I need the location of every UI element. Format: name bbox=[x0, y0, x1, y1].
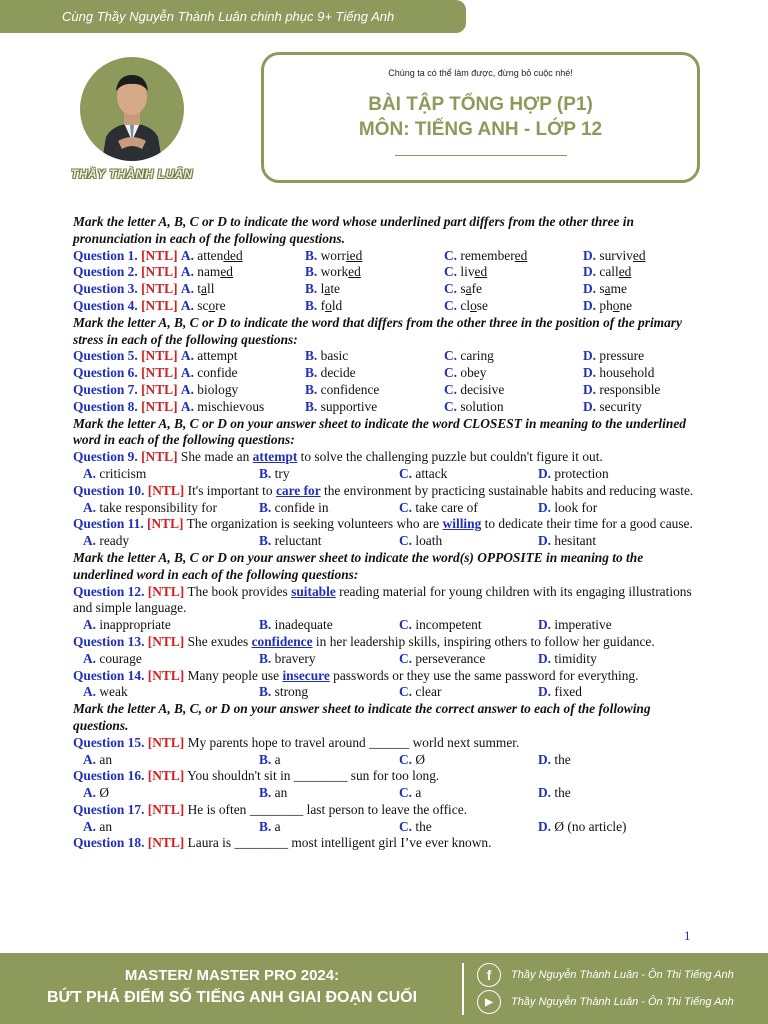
youtube-link[interactable] bbox=[477, 990, 734, 1014]
highlighted-word: attempt bbox=[252, 449, 298, 465]
question-15-options bbox=[73, 752, 703, 769]
question-12-options bbox=[73, 617, 703, 634]
option-b: worked bbox=[320, 264, 361, 280]
option-a: confide bbox=[197, 365, 238, 381]
footer-divider bbox=[462, 963, 464, 1015]
option-c: decisive bbox=[460, 381, 505, 397]
option-letter: D. bbox=[538, 818, 552, 834]
option-d: phone bbox=[599, 297, 633, 313]
option-letter: C. bbox=[399, 617, 413, 633]
option-letter: D. bbox=[538, 785, 552, 801]
question-number: Question 12. bbox=[73, 583, 145, 599]
question-number: Question 18. bbox=[73, 835, 145, 851]
option-c: remembered bbox=[460, 247, 528, 263]
option-letter: B. bbox=[259, 650, 272, 666]
option-letter: C. bbox=[399, 785, 413, 801]
option-letter: A. bbox=[83, 533, 97, 549]
option-b: inadequate bbox=[274, 617, 333, 633]
section-instruction-pronunciation: Mark the letter A, B, C or D to indicate the word whose underlined part differs from the other three in pronunciation in each of the following questions. bbox=[73, 214, 634, 246]
question-10-options bbox=[73, 500, 703, 517]
option-a: criticism bbox=[99, 465, 147, 481]
footer-banner bbox=[0, 953, 768, 1024]
question-number: Question 16. bbox=[73, 768, 145, 784]
section-instruction-correct: Mark the letter A, B, C, or D on your answer sheet to indicate the correct answer to each of the following questions. bbox=[73, 701, 651, 733]
footer-line-2: BỨT PHÁ ĐIỂM SỐ TIẾNG ANH GIAI ĐOẠN CUỐI bbox=[46, 989, 418, 1006]
facebook-icon: f bbox=[477, 963, 501, 987]
highlighted-word: care for bbox=[275, 482, 321, 498]
option-a: weak bbox=[99, 684, 128, 700]
title-divider bbox=[395, 155, 567, 156]
option-d: pressure bbox=[599, 348, 645, 364]
option-letter: A. bbox=[180, 348, 194, 364]
question-16-stem: Question 16. [NTL] You shouldn't sit in ________ sun for too long. bbox=[73, 768, 440, 784]
teacher-portrait-image bbox=[80, 57, 184, 161]
option-letter: D. bbox=[538, 684, 552, 700]
highlighted-word: insecure bbox=[282, 667, 330, 683]
option-letter: C. bbox=[399, 465, 413, 481]
section-instruction-stress: Mark the letter A, B, C or D to indicate the word that differs from the other three in the position of the primary stress in each of the following questions: bbox=[73, 314, 682, 347]
question-17-stem: Question 17. [NTL] He is often ________ last person to leave the office. bbox=[73, 801, 468, 817]
question-number: Question 13. bbox=[73, 633, 145, 649]
option-letter: C. bbox=[399, 533, 413, 549]
option-letter: A. bbox=[83, 499, 97, 515]
ntl-tag: [NTL] bbox=[141, 449, 178, 465]
option-d: Ø (no article) bbox=[554, 818, 627, 834]
option-a: an bbox=[99, 751, 113, 767]
option-letter: B. bbox=[305, 247, 318, 263]
option-d: same bbox=[599, 281, 627, 297]
question-row-1 bbox=[73, 248, 703, 265]
option-c: take care of bbox=[415, 499, 478, 515]
option-letter: B. bbox=[259, 533, 272, 549]
option-d: responsible bbox=[599, 381, 661, 397]
option-b: an bbox=[274, 785, 288, 801]
option-a: tall bbox=[197, 281, 215, 297]
question-14-stem: Question 14. [NTL] Many people use insecure passwords or they use the same password for everything. bbox=[73, 667, 639, 683]
question-15-stem: Question 15. [NTL] My parents hope to travel around ______ world next summer. bbox=[73, 734, 520, 750]
option-a: ready bbox=[99, 533, 130, 549]
option-letter: B. bbox=[259, 818, 272, 834]
option-b: strong bbox=[274, 684, 309, 700]
option-letter: B. bbox=[305, 281, 318, 297]
option-letter: D. bbox=[538, 751, 552, 767]
option-c: Ø bbox=[415, 751, 426, 767]
ntl-tag: [NTL] bbox=[147, 516, 184, 532]
option-d: fixed bbox=[554, 684, 582, 700]
question-number: Question 1. bbox=[73, 247, 138, 263]
option-d: security bbox=[599, 398, 642, 414]
option-letter: A. bbox=[180, 297, 194, 313]
ntl-tag: [NTL] bbox=[147, 667, 185, 683]
option-c: loath bbox=[415, 533, 443, 549]
ntl-tag: [NTL] bbox=[141, 365, 178, 381]
option-a: named bbox=[197, 264, 233, 280]
option-a: score bbox=[197, 297, 226, 313]
option-letter: A. bbox=[180, 398, 194, 414]
option-letter: C. bbox=[444, 281, 458, 297]
option-d: the bbox=[554, 751, 571, 767]
question-18-stem: Question 18. [NTL] Laura is ________ most intelligent girl I’ve ever known. bbox=[73, 835, 492, 851]
option-letter: D. bbox=[538, 499, 552, 515]
option-b: try bbox=[274, 465, 290, 481]
option-b: worried bbox=[320, 247, 363, 263]
option-c: incompetent bbox=[415, 617, 482, 633]
option-letter: D. bbox=[583, 398, 597, 414]
highlighted-word: confidence bbox=[251, 633, 313, 649]
option-a: an bbox=[99, 818, 113, 834]
option-c: caring bbox=[460, 348, 494, 364]
ntl-tag: [NTL] bbox=[147, 734, 185, 750]
youtube-label: Thầy Nguyễn Thành Luân - Ôn Thi Tiếng Anh bbox=[511, 996, 734, 1008]
option-letter: B. bbox=[259, 465, 272, 481]
option-letter: C. bbox=[444, 297, 458, 313]
option-letter: A. bbox=[83, 818, 97, 834]
question-number: Question 17. bbox=[73, 801, 145, 817]
facebook-label: Thầy Nguyễn Thành Luân - Ôn Thi Tiếng Anh bbox=[511, 969, 734, 981]
ntl-tag: [NTL] bbox=[141, 348, 178, 364]
option-letter: A. bbox=[180, 247, 194, 263]
ntl-tag: [NTL] bbox=[141, 264, 178, 280]
option-a: mischievous bbox=[197, 398, 265, 414]
question-14-options bbox=[73, 684, 703, 701]
question-number: Question 5. bbox=[73, 348, 138, 364]
option-c: perseverance bbox=[415, 650, 486, 666]
option-letter: C. bbox=[399, 684, 413, 700]
ntl-tag: [NTL] bbox=[141, 281, 178, 297]
question-11-options bbox=[73, 533, 703, 550]
option-d: called bbox=[599, 264, 632, 280]
question-number: Question 10. bbox=[73, 482, 145, 498]
option-letter: C. bbox=[399, 751, 413, 767]
question-10-stem: Question 10. [NTL] It's important to care for the environment by practicing sustainable habits and reducing waste. bbox=[73, 482, 694, 498]
option-letter: B. bbox=[305, 365, 318, 381]
question-number: Question 11. bbox=[73, 516, 144, 532]
option-d: the bbox=[554, 785, 571, 801]
option-b: confidence bbox=[320, 381, 380, 397]
option-letter: A. bbox=[83, 751, 97, 767]
option-letter: A. bbox=[83, 617, 97, 633]
option-letter: C. bbox=[444, 348, 458, 364]
option-d: survived bbox=[599, 247, 646, 263]
option-letter: D. bbox=[583, 281, 597, 297]
question-number: Question 2. bbox=[73, 264, 138, 280]
option-c: obey bbox=[460, 365, 487, 381]
question-number: Question 8. bbox=[73, 398, 138, 414]
question-row-2 bbox=[73, 264, 703, 281]
question-number: Question 9. bbox=[73, 449, 138, 465]
option-letter: A. bbox=[83, 465, 97, 481]
option-letter: B. bbox=[259, 751, 272, 767]
option-letter: C. bbox=[399, 499, 413, 515]
question-16-options bbox=[73, 785, 703, 802]
option-b: a bbox=[274, 751, 281, 767]
section-instruction-closest: Mark the letter A, B, C or D on your answer sheet to indicate the word CLOSEST in meaning to the underlined word in each of the following questions: bbox=[73, 415, 686, 448]
option-c: safe bbox=[460, 281, 482, 297]
option-letter: A. bbox=[83, 650, 97, 666]
option-letter: D. bbox=[583, 365, 597, 381]
option-letter: C. bbox=[444, 398, 458, 414]
option-letter: C. bbox=[399, 650, 413, 666]
option-b: bravery bbox=[274, 650, 316, 666]
option-c: a bbox=[415, 785, 422, 801]
option-letter: A. bbox=[83, 785, 97, 801]
option-b: decide bbox=[320, 365, 356, 381]
option-letter: B. bbox=[305, 348, 318, 364]
option-letter: B. bbox=[305, 381, 318, 397]
ntl-tag: [NTL] bbox=[141, 381, 178, 397]
option-letter: C. bbox=[444, 381, 458, 397]
ntl-tag: [NTL] bbox=[147, 633, 185, 649]
option-letter: D. bbox=[538, 617, 552, 633]
worksheet-title: BÀI TẬP TỔNG HỢP (P1) bbox=[368, 94, 593, 115]
question-13-options bbox=[73, 651, 703, 668]
option-a: inappropriate bbox=[99, 617, 171, 633]
highlighted-word: suitable bbox=[291, 583, 336, 599]
question-row-6 bbox=[73, 365, 703, 382]
option-letter: B. bbox=[259, 617, 272, 633]
option-a: attended bbox=[197, 247, 243, 263]
youtube-icon: ▶ bbox=[477, 990, 501, 1014]
teacher-name-label: THẦY THÀNH LUÂN bbox=[71, 167, 193, 181]
option-b: reluctant bbox=[274, 533, 322, 549]
option-c: the bbox=[415, 818, 432, 834]
ntl-tag: [NTL] bbox=[147, 583, 185, 599]
option-letter: D. bbox=[583, 297, 597, 313]
option-b: confide in bbox=[274, 499, 329, 515]
option-b: basic bbox=[320, 348, 349, 364]
ntl-tag: [NTL] bbox=[141, 398, 178, 414]
question-row-8 bbox=[73, 399, 703, 416]
subject-title: MÔN: TIẾNG ANH - LỚP 12 bbox=[358, 119, 603, 140]
option-letter: C. bbox=[444, 365, 458, 381]
option-letter: D. bbox=[583, 348, 597, 364]
option-letter: B. bbox=[259, 785, 272, 801]
highlighted-word: willing bbox=[442, 516, 482, 532]
question-row-3 bbox=[73, 281, 703, 298]
option-letter: D. bbox=[538, 465, 552, 481]
option-a: attempt bbox=[197, 348, 238, 364]
question-17-options bbox=[73, 819, 703, 836]
option-letter: B. bbox=[259, 499, 272, 515]
teacher-avatar bbox=[80, 57, 184, 161]
option-letter: A. bbox=[180, 264, 194, 280]
option-letter: A. bbox=[180, 381, 194, 397]
motto-text: Chúng ta có thể làm được, đừng bỏ cuộc nhé! bbox=[388, 68, 573, 78]
page-number: 1 bbox=[684, 928, 691, 943]
question-number: Question 15. bbox=[73, 734, 145, 750]
option-a: Ø bbox=[99, 785, 110, 801]
option-letter: D. bbox=[583, 247, 597, 263]
question-12-stem: Question 12. [NTL] The book provides suitable reading material for young children with its engaging illustrations and simple language. bbox=[73, 583, 692, 616]
option-letter: C. bbox=[399, 818, 413, 834]
question-number: Question 4. bbox=[73, 297, 138, 313]
option-d: imperative bbox=[554, 617, 612, 633]
question-number: Question 7. bbox=[73, 381, 138, 397]
option-d: protection bbox=[554, 465, 609, 481]
option-d: household bbox=[599, 365, 655, 381]
option-letter: B. bbox=[305, 264, 318, 280]
option-b: supportive bbox=[320, 398, 378, 414]
option-letter: C. bbox=[444, 264, 458, 280]
option-letter: C. bbox=[444, 247, 458, 263]
question-13-stem: Question 13. [NTL] She exudes confidence in her leadership skills, inspiring others to follow her guidance. bbox=[73, 633, 655, 649]
option-c: solution bbox=[460, 398, 504, 414]
option-letter: D. bbox=[583, 264, 597, 280]
option-b: fold bbox=[320, 297, 343, 313]
question-row-7 bbox=[73, 382, 703, 399]
ntl-tag: [NTL] bbox=[147, 835, 185, 851]
option-c: clear bbox=[415, 684, 442, 700]
option-letter: D. bbox=[538, 533, 552, 549]
option-b: late bbox=[320, 281, 340, 297]
question-11-stem: Question 11. [NTL] The organization is seeking volunteers who are willing to dedicate their time for a good cause. bbox=[73, 516, 693, 532]
ntl-tag: [NTL] bbox=[141, 247, 178, 263]
option-letter: B. bbox=[305, 398, 318, 414]
option-d: look for bbox=[554, 499, 598, 515]
question-row-4 bbox=[73, 298, 703, 315]
question-number: Question 6. bbox=[73, 365, 138, 381]
option-d: timidity bbox=[554, 650, 597, 666]
option-letter: D. bbox=[583, 381, 597, 397]
question-number: Question 14. bbox=[73, 667, 145, 683]
option-a: biology bbox=[197, 381, 239, 397]
ntl-tag: [NTL] bbox=[147, 482, 185, 498]
option-b: a bbox=[274, 818, 281, 834]
ntl-tag: [NTL] bbox=[147, 801, 185, 817]
ntl-tag: [NTL] bbox=[147, 768, 185, 784]
question-number: Question 3. bbox=[73, 281, 138, 297]
top-banner: Cùng Thầy Nguyễn Thành Luân chinh phục 9+ Tiếng Anh bbox=[0, 0, 466, 33]
option-letter: A. bbox=[180, 281, 194, 297]
question-9-stem: Question 9. [NTL] She made an attempt to solve the challenging puzzle but couldn't figure it out. bbox=[73, 449, 603, 465]
option-letter: A. bbox=[83, 684, 97, 700]
section-instruction-opposite: Mark the letter A, B, C or D on your answer sheet to indicate the word(s) OPPOSITE in meaning to the underlined word in each of the following questions: bbox=[73, 549, 644, 582]
option-letter: B. bbox=[305, 297, 318, 313]
option-c: lived bbox=[460, 264, 488, 280]
option-letter: A. bbox=[180, 365, 194, 381]
footer-course-title bbox=[12, 966, 452, 1010]
option-a: courage bbox=[99, 650, 142, 666]
question-row-5 bbox=[73, 348, 703, 365]
option-c: close bbox=[460, 297, 488, 313]
question-9-options bbox=[73, 466, 703, 483]
option-letter: B. bbox=[259, 684, 272, 700]
worksheet-content bbox=[73, 214, 703, 852]
option-letter: D. bbox=[538, 650, 552, 666]
option-c: attack bbox=[415, 465, 448, 481]
option-a: take responsibility for bbox=[99, 499, 217, 515]
ntl-tag: [NTL] bbox=[141, 297, 178, 313]
footer-line-1: MASTER/ MASTER PRO 2024: bbox=[124, 967, 340, 984]
option-d: hesitant bbox=[554, 533, 597, 549]
title-box bbox=[261, 52, 700, 183]
facebook-link[interactable] bbox=[477, 963, 734, 987]
